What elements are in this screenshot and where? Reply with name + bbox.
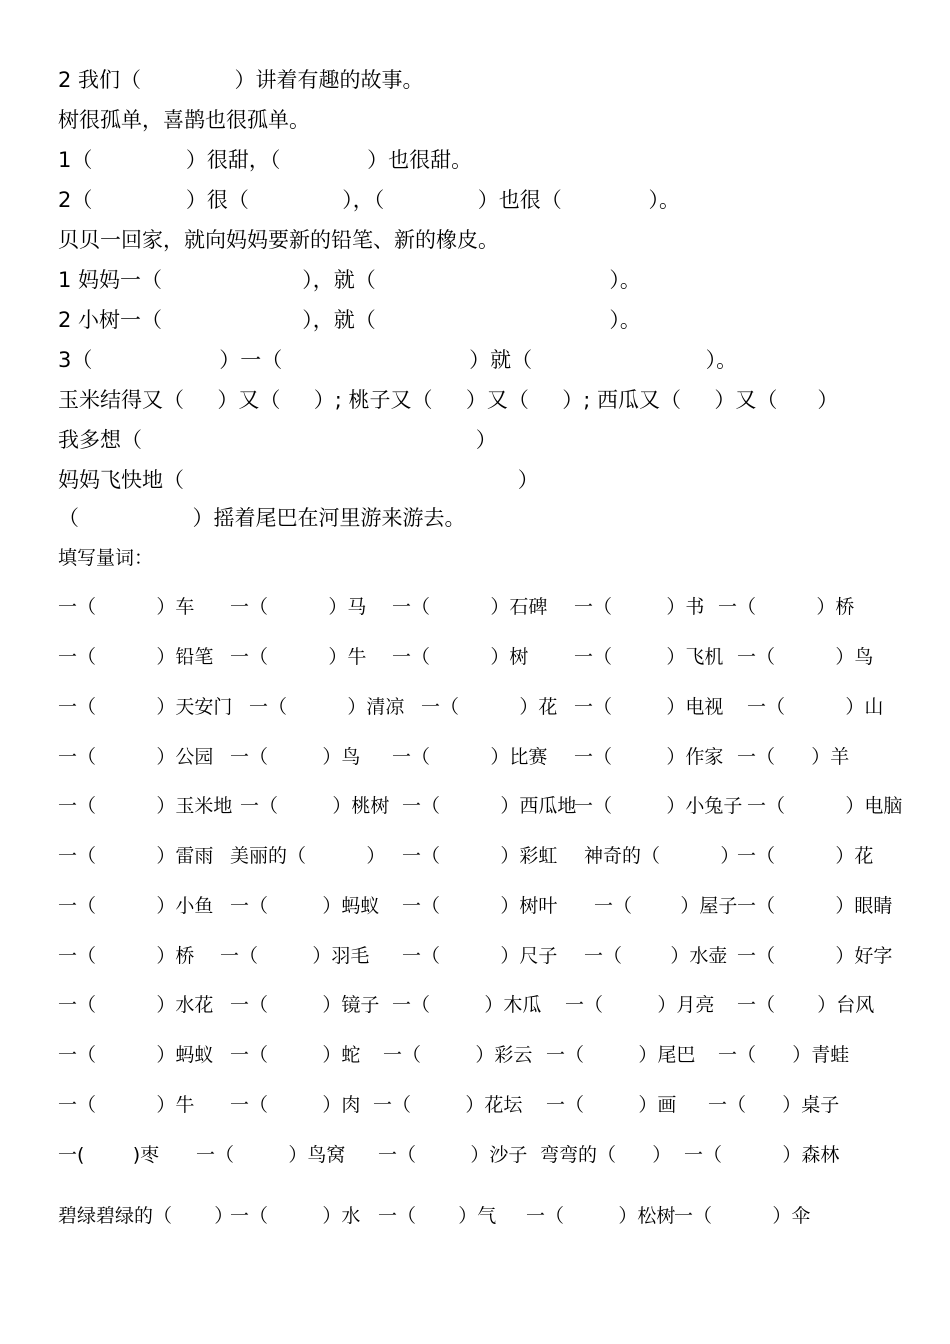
grid-cell: 一（ ）鸟 (230, 746, 361, 768)
grid-row (0, 743, 950, 771)
grid-cell: 一（ ）石碑 (392, 596, 548, 618)
grid-cell: 一（ ）眼睛 (737, 895, 893, 917)
grid-cell: 一（ ）比赛 (392, 746, 548, 768)
grid-cell: 一（ ）蚂蚁 (58, 1044, 214, 1066)
grid-row (0, 643, 950, 671)
grid-cell: 一（ ）公园 (58, 746, 214, 768)
grid-cell: 一（ ）镜子 (230, 994, 380, 1016)
grid-cell: 一（ ）山 (747, 696, 884, 718)
sentence-line: 1 妈妈一（ ），就（ ）。 (58, 268, 641, 292)
grid-cell: 一（ ）铅笔 (58, 646, 214, 668)
grid-cell: 一（ ）蚂蚁 (230, 895, 380, 917)
grid-cell: 一（ ）花 (421, 696, 558, 718)
grid-cell: 一（ ）树 (392, 646, 529, 668)
grid-cell: 一（ ）牛 (230, 646, 367, 668)
grid-cell: 一（ ）水壶 (584, 945, 728, 967)
grid-cell: 一（ ）屋子 (594, 895, 738, 917)
grid-cell: 一（ ）鸟窝 (196, 1144, 346, 1166)
sentence-line: 2（ ）很（ ），（ ）也很（ ）。 (58, 188, 681, 212)
grid-cell: 一（ ）桃树 (240, 795, 390, 817)
grid-row (0, 1041, 950, 1069)
grid-cell: 一（ ）牛 (58, 1094, 195, 1116)
grid-cell: 一（ ）水 (230, 1205, 361, 1227)
grid-cell: 一（ ）森林 (684, 1144, 840, 1166)
grid-cell: 一（ ）花 (737, 845, 874, 867)
grid-cell: 一（ ）画 (546, 1094, 677, 1116)
grid-cell: 一（ ）肉 (230, 1094, 361, 1116)
grid-cell: 一（ ）电视 (574, 696, 724, 718)
grid-cell: 一（ ）月亮 (565, 994, 715, 1016)
grid-cell: 美丽的（ ） (230, 845, 386, 867)
grid-cell: 一（ ）桌子 (708, 1094, 840, 1116)
grid-cell: 一（ ）尺子 (402, 945, 558, 967)
sentence-line: 3（ ）一（ ）就（ ）。 (58, 348, 738, 372)
grid-cell: 一（ ）花坛 (373, 1094, 523, 1116)
section-heading: 填写量词： (58, 547, 154, 569)
sentence-line: （ ）摇着尾巴在河里游来游去。 (58, 506, 466, 530)
grid-cell: 一（ ）车 (58, 596, 195, 618)
grid-cell: 一（ ）树叶 (402, 895, 558, 917)
grid-cell: 一（ ）气 (378, 1205, 497, 1227)
grid-cell: 一（ ）伞 (674, 1205, 811, 1227)
grid-cell: 一（ ）清凉 (249, 696, 405, 718)
sentence-line: 妈妈飞快地（ ） (58, 468, 539, 492)
grid-row (0, 892, 950, 920)
sentence-line: 贝贝一回家，就向妈妈要新的铅笔、新的橡皮。 (58, 228, 499, 252)
grid-cell: 一（ ）水花 (58, 994, 214, 1016)
grid-cell: 一（ ）飞机 (574, 646, 724, 668)
grid-cell: 一( )枣 (58, 1144, 160, 1166)
grid-row (0, 1141, 950, 1169)
grid-cell: 一（ ）西瓜地 (402, 795, 577, 817)
grid-row (0, 1202, 950, 1230)
sentence-line: 2 我们（ ）讲着有趣的故事。 (58, 68, 424, 92)
grid-cell: 一（ ）蛇 (230, 1044, 361, 1066)
grid-cell: 一（ ）彩虹 (402, 845, 558, 867)
grid-cell: 一（ ）松树 (526, 1205, 676, 1227)
grid-cell: 一（ ）青蛙 (718, 1044, 850, 1066)
grid-cell: 一（ ）书 (574, 596, 705, 618)
grid-row (0, 842, 950, 870)
grid-cell: 一（ ）小兔子 (574, 795, 743, 817)
sentence-line: 1（ ）很甜，（ ）也很甜。 (58, 148, 473, 172)
grid-row (0, 991, 950, 1019)
grid-cell: 一（ ）小鱼 (58, 895, 214, 917)
sentence-line: 玉米结得又（ ）又（ ）; 桃子又（ ）又（ ）; 西瓜又（ ）又（ ） (58, 388, 839, 412)
grid-cell: 一（ ）玉米地 (58, 795, 233, 817)
grid-cell: 一（ ）木瓜 (392, 994, 542, 1016)
sentence-line: 我多想（ ） (58, 428, 497, 452)
grid-row (0, 1091, 950, 1119)
sentence-line: 2 小树一（ ），就（ ）。 (58, 308, 641, 332)
grid-cell: 一（ ）羊 (737, 746, 850, 768)
grid-cell: 一（ ）羽毛 (220, 945, 370, 967)
grid-cell: 一（ ）桥 (718, 596, 855, 618)
grid-cell: 一（ ）沙子 (378, 1144, 528, 1166)
grid-cell: 一（ ）彩云 (383, 1044, 533, 1066)
grid-cell: 神奇的（ ） (584, 845, 740, 867)
grid-row (0, 593, 950, 621)
grid-cell: 碧绿碧绿的（ ） (58, 1205, 234, 1227)
grid-cell: 一（ ）鸟 (737, 646, 874, 668)
grid-cell: 弯弯的（ ） (540, 1144, 672, 1166)
grid-row (0, 942, 950, 970)
grid-row (0, 693, 950, 721)
grid-cell: 一（ ）天安门 (58, 696, 233, 718)
grid-cell: 一（ ）马 (230, 596, 367, 618)
grid-cell: 一（ ）台风 (737, 994, 875, 1016)
sentence-line: 树很孤单，喜鹊也很孤单。 (58, 108, 310, 132)
grid-cell: 一（ ）作家 (574, 746, 724, 768)
grid-cell: 一（ ）好字 (737, 945, 893, 967)
grid-cell: 一（ ）桥 (58, 945, 195, 967)
grid-row (0, 792, 950, 820)
grid-cell: 一（ ）电脑 (747, 795, 903, 817)
grid-cell: 一（ ）尾巴 (546, 1044, 696, 1066)
grid-cell: 一（ ）雷雨 (58, 845, 214, 867)
